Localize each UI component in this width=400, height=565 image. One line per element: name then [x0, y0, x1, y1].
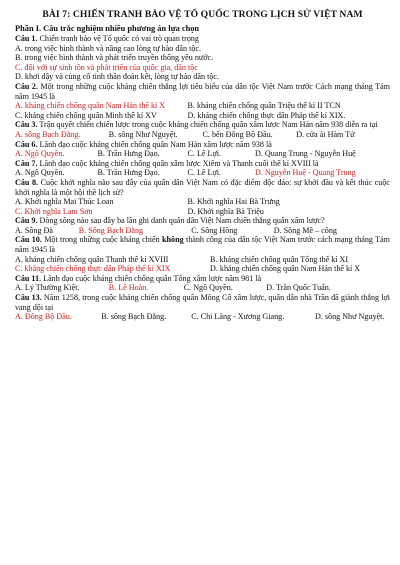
section-heading: Phần I. Câu trắc nghiệm nhiều phương án lựa chọn	[15, 24, 200, 33]
question-13	[15, 293, 390, 322]
question-number: Câu 1.	[15, 34, 38, 43]
question-number: Câu 10.	[15, 235, 42, 245]
option-d: D. Trần Quốc Tuấn.	[266, 283, 331, 293]
question-text: Năm 1258, trong cuộc kháng chiến chống quân Mông Cổ xâm lược, quân dân nhà Trần đã giành thắng lợi vang dội tại	[15, 293, 390, 312]
question-number: Câu 7.	[15, 158, 38, 168]
option-a: A. Sông Đà	[15, 225, 53, 235]
option-b: B. Trần Hưng Đạo.	[97, 168, 160, 178]
option-c: C. kháng chiến chống quân Minh thế kỉ XV	[15, 110, 157, 120]
question-1	[15, 34, 390, 82]
option-a-answer: A. kháng chiến chống quân Nam Hán thế kỉ X	[15, 101, 166, 111]
option-d: D. Khởi nghĩa Bà Triệu	[187, 206, 264, 216]
option-d: D. sông Như Nguyệt.	[315, 312, 385, 322]
question-text: Lãnh đạo cuộc kháng chiến chống quân xâm lược Xiêm và Thanh cuối thế kỉ XVIII là	[39, 158, 319, 168]
option-a: A. kháng chiến chống quân Thanh thế kỉ XVIII	[15, 254, 169, 264]
option-a: A. trong việc hình thành và nâng cao lòng tự hào dân tộc.	[15, 43, 201, 53]
option-d: D. kháng chiến chống quân Nam Hán thế kỉ X	[210, 264, 361, 274]
question-number: Câu 2.	[15, 81, 38, 91]
option-a-answer: A. Đông Bộ Đầu.	[15, 312, 72, 322]
question-2	[15, 82, 390, 120]
option-d: D. kháng chiến chống thực dân Pháp thế kỉ XIX.	[187, 110, 346, 120]
option-c-answer: C. đối với sự sinh tồn và phát triển của quốc gia, dân tộc	[15, 62, 198, 72]
option-b: B. kháng chiến chống quân Triệu thế kỉ II TCN	[187, 101, 341, 111]
question-3	[15, 120, 390, 139]
option-a: A. Khởi nghĩa Mai Thúc Loan	[15, 197, 114, 207]
option-c-answer: C. kháng chiến chống thực dân Pháp thế kỉ XIX	[15, 264, 171, 274]
option-d: D. khơi dậy và củng cố tinh thần đoàn kết, lòng tự hào dân tộc.	[15, 72, 219, 82]
option-d: D. Sông Mê – công	[273, 225, 337, 235]
option-b: B. sông Như Nguyệt.	[108, 129, 178, 139]
option-c: C. Lê Lợi.	[187, 149, 222, 159]
question-text: Chiến tranh bảo vệ Tổ quốc có vai trò quan trọng	[39, 34, 199, 43]
option-c-answer: C. Khởi nghĩa Lam Sơn	[15, 206, 93, 216]
option-b-answer: B. Lê Hoàn.	[108, 283, 149, 293]
option-a-answer: A. Ngô Quyền.	[15, 149, 65, 159]
option-a: A. Ngô Quyền.	[15, 168, 65, 178]
question-text: Cuộc khởi nghĩa nào sau đây của quân dân Việt Nam có đặc điểm độc đáo: sự khởi đầu và kết thúc cuộc khởi nghĩa là một hội thề lịch sử?	[15, 177, 390, 197]
question-number: Câu 11.	[15, 273, 42, 283]
question-text: Lãnh đạo cuộc kháng chiến chống quân Nam Hán xâm lược năm 938 là	[39, 139, 272, 149]
option-d-answer: D. Nguyễn Huệ - Quang Trung	[255, 168, 356, 178]
option-d: D. Quang Trung - Nguyễn Huệ	[255, 149, 356, 159]
option-b: B. Khởi nghĩa Hai Bà Trưng	[187, 197, 280, 207]
question-9	[15, 216, 390, 235]
option-b: B. Trần Hưng Đạo.	[97, 149, 160, 159]
option-b-answer: B. Sông Bạch Đằng	[78, 225, 144, 235]
option-a: A. Lý Thường Kiệt.	[15, 283, 80, 293]
option-c: C. Lê Lợi.	[187, 168, 222, 178]
option-b: B. sông Bạch Đằng.	[101, 312, 167, 322]
question-number: Câu 13.	[15, 293, 42, 303]
option-b: B. kháng chiến chống quân Tống thế kỉ XI	[210, 254, 349, 264]
question-number: Câu 3.	[15, 120, 38, 130]
question-number: Câu 6.	[15, 139, 38, 149]
question-number: Câu 8.	[15, 177, 39, 187]
question-text: Trận quyết chiến chiến lược trong cuộc kháng chiến chống quân xâm lược Nam Hán năm 938 diễn ra tại	[39, 120, 378, 130]
question-text-pre: Một trong những cuộc kháng chiến	[44, 235, 163, 245]
question-text-post: thành công của dân tộc Việt Nam trước cách mạng tháng Tám năm 1945 là	[15, 235, 390, 255]
option-c: C. Ngô Quyền.	[183, 283, 233, 293]
question-text: Dòng sông nào sau đây ba lần ghi danh quân dân Việt Nam chiến thắng quân xâm lược?	[39, 216, 325, 226]
question-11	[15, 274, 390, 293]
question-text: Một trong những cuộc kháng chiến thắng lợi tiêu biểu của dân tộc Việt Nam trước Cách mạng tháng Tám năm 1945 là	[15, 81, 390, 101]
question-text: Lãnh đạo cuộc kháng chiến chống quân Tống xâm lược năm 981 là	[43, 273, 262, 283]
option-c: C. Sông Hồng	[191, 225, 238, 235]
option-b: B. trong việc hình thành và phát triển truyền thống yêu nước.	[15, 53, 214, 63]
question-text-emphasis: không	[162, 235, 184, 245]
question-10	[15, 235, 390, 273]
question-number: Câu 9.	[15, 216, 38, 226]
question-6	[15, 140, 390, 159]
document-title: BÀI 7: CHIẾN TRANH BẢO VỆ TỔ QUỐC TRONG LỊCH SỬ VIỆT NAM	[42, 9, 363, 20]
question-8	[15, 178, 390, 216]
option-c: C. Chi Lăng - Xương Giang.	[191, 312, 285, 322]
option-a-answer: A. sông Bạch Đằng.	[15, 129, 81, 139]
option-c: C. bến Đông Bộ Đầu.	[202, 129, 273, 139]
question-7	[15, 159, 390, 178]
option-d: D. cửa ải Hàm Tử	[296, 129, 355, 139]
